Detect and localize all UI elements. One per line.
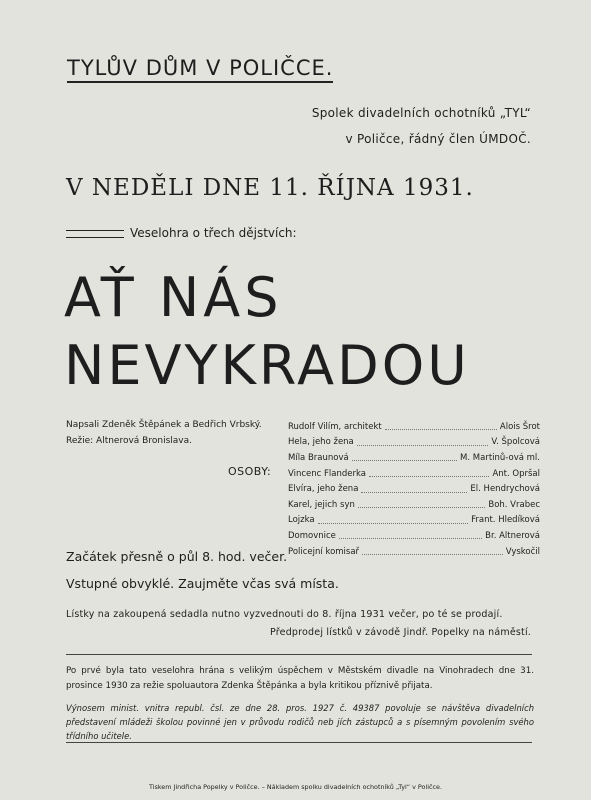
cast-role: Hela, jeho žena bbox=[288, 437, 354, 448]
dot-leader bbox=[318, 523, 469, 524]
cast-actor: El. Hendrychová bbox=[470, 484, 540, 495]
cast-row bbox=[288, 513, 540, 529]
cast-role: Lojzka bbox=[288, 515, 315, 526]
cast-list bbox=[288, 419, 540, 559]
cast-row bbox=[288, 481, 540, 497]
cast-role: Rudolf Vilím, architekt bbox=[288, 421, 382, 432]
genre-subtitle: Veselohra o třech dějstvích: bbox=[130, 226, 297, 240]
ministry-notice: Výnosem minist. vnitra republ. čsl. ze dne 28. pros. 1927 č. 49387 povoluje se návštěva divadelních představení mládeži školou povinné jen v průvodu rodičů neb jích zástupců a s písemným povolením svého třídního učitele. bbox=[66, 703, 534, 741]
cast-actor: Frant. Hledíková bbox=[471, 515, 540, 526]
cast-row bbox=[288, 497, 540, 513]
cast-actor: Ant. Opršal bbox=[492, 468, 540, 479]
cast-role: Vincenc Flanderka bbox=[288, 468, 366, 479]
divider bbox=[66, 654, 532, 655]
cast-actor: V. Špolcová bbox=[491, 437, 540, 448]
cast-row bbox=[288, 528, 540, 544]
cast-actor: Vyskočil bbox=[505, 546, 540, 557]
club-line-1: Spolek divadelních ochotníků „TYL“ bbox=[311, 106, 531, 120]
cast-row bbox=[288, 419, 540, 435]
venue-heading: TYLŮV DŮM V POLIČCE. bbox=[67, 56, 333, 83]
cast-role: Elvíra, jeho žena bbox=[288, 484, 359, 495]
cast-actor: Boh. Vrabec bbox=[488, 499, 540, 510]
printer-imprint: Tiskem Jindřicha Popelky v Poličce. – Nákladem spolku divadelních ochotníků „Tyl“ v Poličce. bbox=[148, 783, 443, 791]
authors-credit: Napsali Zdeněk Štěpánek a Bedřich Vrbský. bbox=[66, 420, 262, 430]
dot-leader bbox=[369, 476, 489, 477]
cast-role: Karel, jejich syn bbox=[288, 499, 355, 510]
dot-leader bbox=[361, 492, 467, 493]
cast-role: Míla Braunová bbox=[288, 452, 349, 463]
decorative-double-rule bbox=[66, 230, 124, 238]
cast-row bbox=[288, 435, 540, 451]
cast-row bbox=[288, 544, 540, 560]
cast-row bbox=[288, 466, 540, 482]
dot-leader bbox=[352, 460, 457, 461]
dot-leader bbox=[385, 429, 497, 430]
cast-role: Domovnice bbox=[288, 530, 336, 541]
cast-actor: M. Martinů-ová ml. bbox=[460, 452, 540, 463]
play-title-line-2: NEVYKRADOU bbox=[64, 334, 470, 397]
cast-label: OSOBY: bbox=[228, 465, 272, 478]
play-title-line-1: AŤ NÁS bbox=[64, 266, 283, 329]
admission-note: Vstupné obvyklé. Zaujměte včas svá místa. bbox=[66, 576, 339, 591]
director-credit: Režie: Altnerová Bronislava. bbox=[66, 436, 192, 446]
premiere-note: Po prvé byla tato veselohra hrána s velikým úspěchem v Městském divadle na Vinohradech dne 31. prosince 1930 za režie spoluautora Zdenka Štěpánka a byla kritikou příznivě přijata. bbox=[66, 666, 534, 691]
cast-actor: Br. Altnerová bbox=[485, 530, 540, 541]
performance-date: V NEDĚLI DNE 11. ŘÍJNA 1931. bbox=[66, 175, 474, 201]
presale-note: Předprodej lístků v závodě Jindř. Popelky na náměstí. bbox=[269, 627, 531, 638]
club-line-2: v Poličce, řádný člen ÚMDOČ. bbox=[345, 132, 531, 146]
dot-leader bbox=[358, 507, 486, 508]
ticket-pickup-note: Lístky na zakoupená sedadla nutno vyzvednouti do 8. října 1931 večer, po té se prodají. bbox=[66, 609, 503, 620]
dot-leader bbox=[339, 538, 482, 539]
dot-leader bbox=[362, 554, 503, 555]
start-time: Začátek přesně o půl 8. hod. večer. bbox=[66, 549, 288, 564]
cast-actor: Alois Šrot bbox=[499, 421, 540, 432]
cast-row bbox=[288, 450, 540, 466]
cast-role: Policejní komisař bbox=[288, 546, 360, 557]
dot-leader bbox=[357, 445, 489, 446]
divider bbox=[66, 742, 532, 743]
